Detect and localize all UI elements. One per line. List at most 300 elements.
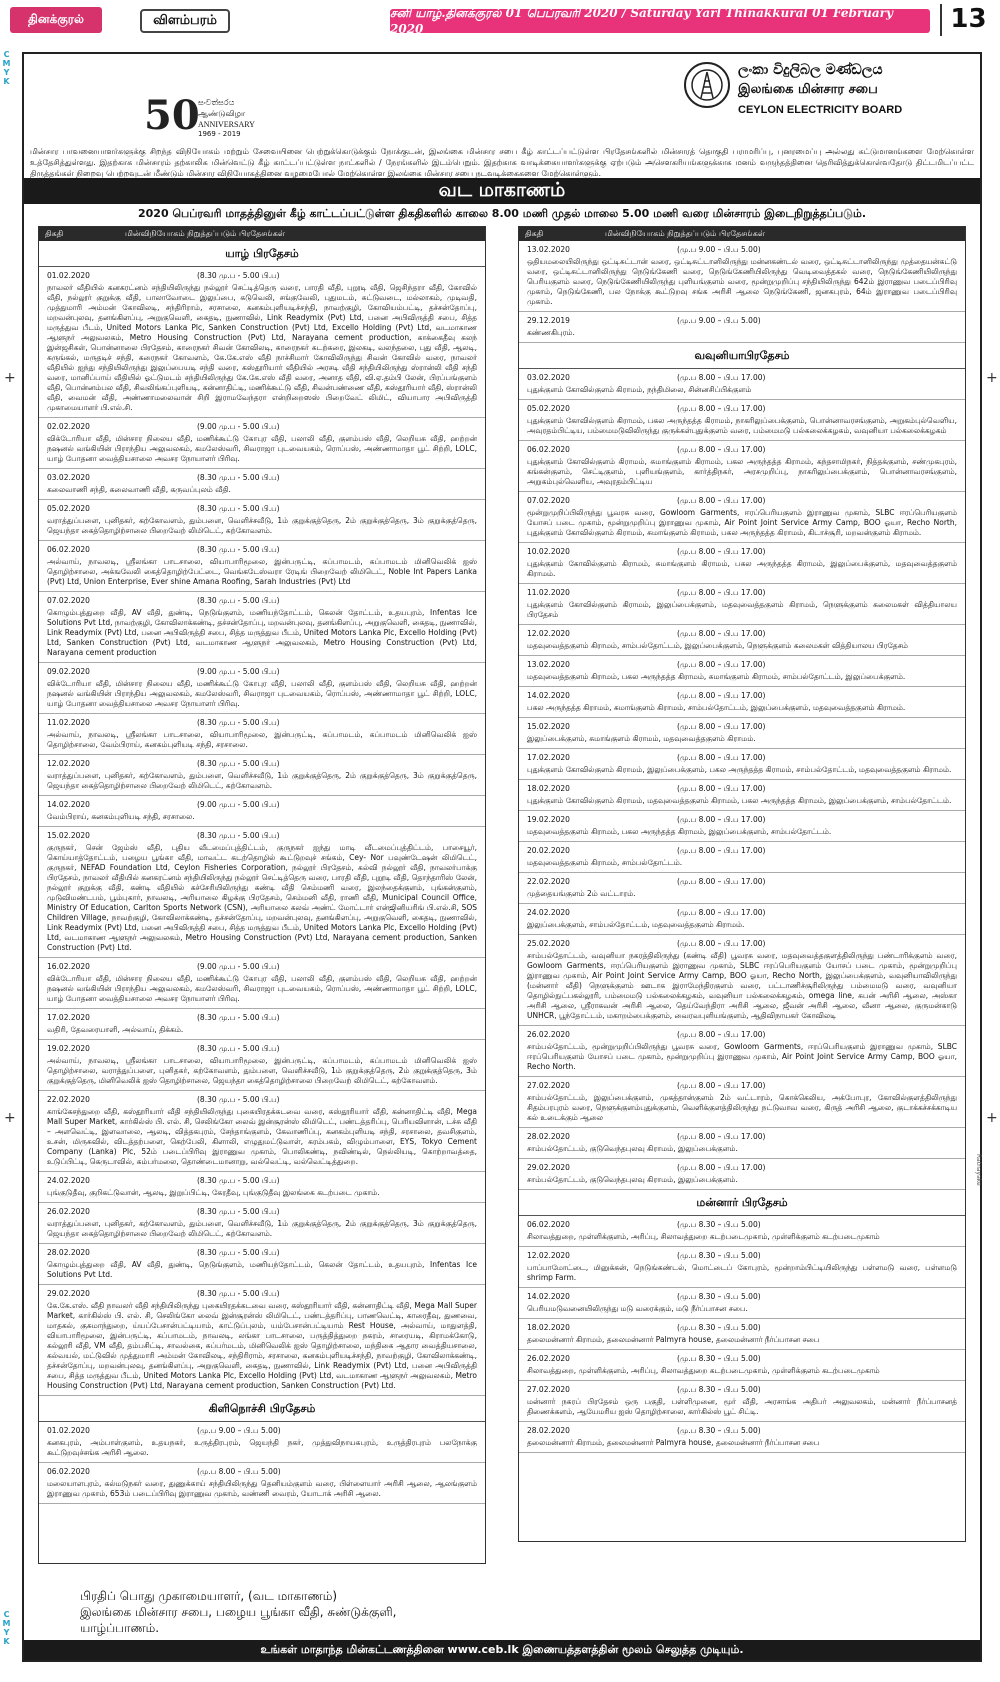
entry-header: [527, 1323, 957, 1333]
entry-header: [527, 722, 957, 732]
entry-time: (மு.ப 8.30 – பி.ப 5.00): [677, 1323, 761, 1332]
entry-areas: இலுப்பைக்குளம், சாம்பல்தோட்டம், மதவுவைத்தகுளம் கிராமம்.: [527, 920, 745, 929]
entry-time: (மு.ப 8.00 – பி.ப 17.00): [677, 1081, 766, 1090]
entry-header: [527, 1220, 957, 1230]
intro-paragraph: மின்சார பாவனையாளர்களுக்கு சிறந்த விநியோகம் மற்றும் சேவையினை பெற்றுக்கொடுக்கும் நோக்குடன், இலங்கை மின்சார சபை கீழ் காட்டப்பட்டுள்ள பிரதேசங்களில் மின்சாரத் தொகுதி பராமரிப்பு, புனரமைப்பு அல்லது கட்டுமானங்களை மேற்கொள்ள உத்தேசித்துள்ளது. இதற்காக மின்சாரம் தற்காலிக மின்வெட்டு கீழ் காட்டப்பட்டுள்ள நாட்களில் / நேரங்களில் இடம்பெறும். இதற்காக வாடிக்கையாளர்களுக்கு ஏற்படும் அசௌகரியங்களுக்காக மனம் வருந்தத்தினை தெரிவித்துக்கொள்வதோடு திட்டமிடப்பட்ட திருத்தங்கள் நிறைவு பெற்றவுடன் மீண்டும் மின்சார விநியோகத்தினை வழமைபோல் மேற்கொள்ள இலங்கை மின்சார சபை நடவடிக்கைகளை மேற்கொள்ளும்.: [30, 147, 974, 178]
cmyk-letter: Y: [3, 68, 10, 77]
entry-areas: பெரியமடுவனையிலிருந்து மடு வரைக்கும், மடு நீர்ப்பாசன சபை.: [527, 1304, 748, 1313]
entry-header: [47, 800, 477, 810]
entry-time: (8.30 மு.ப - 5.00 பி.ப): [197, 1248, 280, 1257]
schedule-entry: [39, 1091, 485, 1172]
entry-date: 19.02.2020: [527, 815, 570, 824]
entry-time: (மு.ப 8.00 – பி.ப 17.00): [677, 373, 766, 382]
entry-time: (9.00 மு.ப - 5.00 பி.ப): [197, 422, 280, 431]
entry-areas: தலைமன்னார் கிராமம், தலைமன்னார் Palmyra house, தலைமன்னார் நீர்ப்பாசன சபை: [527, 1335, 820, 1344]
entry-header: [527, 877, 957, 887]
schedule-entry: [39, 267, 485, 418]
entry-header: [47, 545, 477, 555]
entry-date: 15.02.2020: [47, 831, 90, 840]
address-line: யாழ்ப்பாணம்.: [80, 1621, 160, 1635]
ceb-name-tamil: இலங்கை மின்சார சபை: [738, 82, 878, 97]
schedule-entry: [39, 755, 485, 796]
entry-header: [527, 373, 957, 383]
entry-time: (9.00 மு.ப - 5.00 பி.ப): [197, 667, 280, 676]
schedule-entry: [519, 241, 965, 312]
entry-time: (மு.ப 8.00 – பி.ப 17.00): [677, 1030, 766, 1039]
entry-time: (8.30 மு.ப - 5.00 பி.ப): [197, 473, 280, 482]
crosshair-icon: +: [986, 1110, 998, 1126]
entry-time: (மு.ப 8.30 – பி.ப 5.00): [677, 1292, 761, 1301]
entry-areas: சாம்பல்தோட்டம், இலுப்பைக்குளம், முகத்தான்குளம் 2ம் வட்டாரம், கொக்கெலிய, அக்போபுர, கோவில்குளத்திலிருந்து சிதம்பரபுரம் வரை, நெளுக்குளம்புதுக்குளம், வெளிக்குளத்திலிருந்து நட்டுவாவ வரை, கிருத் அரிசி ஆலை, குடாக்கச்சக்காடிய கல் உடைக்கும் ஆலை: [527, 1093, 957, 1122]
schedule-entry: [519, 718, 965, 749]
entry-areas: வராத்துப்பளை, புனிதகர், கற்கோவளம், தும்பளை, வெளிச்சவீடு, 1ம் குறுக்குத்தெரு, 2ம் குறுக்குத்தெரு, 3ம் குறுக்குத்தெரு, ஜெயந்தா கைத்தொழிற்சாலை பிறைவேற் லிமிடெட், கற்கோவளம்.: [47, 771, 477, 790]
schedule-entry: [519, 687, 965, 718]
schedule-entry: [519, 842, 965, 873]
entry-header: [527, 1292, 957, 1302]
entry-header: [527, 1251, 957, 1261]
entry-areas: கண்ணகிபுரம்.: [527, 328, 575, 337]
schedule-entry: [519, 1026, 965, 1077]
date-header: திகதி: [45, 229, 64, 238]
entry-header: [527, 784, 957, 794]
cmyk-mark-bottom: [2, 1610, 11, 1646]
entry-date: 03.02.2020: [47, 473, 90, 482]
entry-areas: வதிரி, தேவரையாளி, அல்வாய், திக்கம்.: [47, 1025, 184, 1034]
entry-time: (மு.ப 8.00 – பி.ப 17.00): [677, 877, 766, 886]
entry-areas: மதவுவைத்தகுளம் கிராமம், பகல அருந்தத்த கிராமம், சுமாங்குளம் கிராமம், சாம்பல்தோட்டம், இலுப்பைக்குளம்.: [527, 672, 906, 681]
schedule-entry: [39, 1203, 485, 1244]
entry-areas: நாவலர் வீதியில் கனகரட்னம் சந்தியிலிருந்து நல்லூர் செட்டித்தெரு வரை, பாரதி வீதி, புறூடி வீதி, ஜெசிந்தரா வீதி, கோவில் வீதி, நல்லூர் குறுக்கு வீதி, பாலாவோடை இலுப்பை, கடுவெலி, சங்குவேலி, புதுமடம், சுட்டுவடை, மல்லாகம், முடிவதி, முத்துமாரி அம்மன் கோவிலடி, சந்திரிராம், சரசாலை, கனகம்புளியடிச்சந்தி, நாவற்குழி, கோவியம்பட்டி, தச்சன்தோப்பு, மறவன்புலவு, தனங்கிளப்பு, அறுகுவெளி, கைதடி, நுணாவில், Link Readymix (Pvt) Ltd, பனை அபிவிருத்தி சபை, சித்த மருத்துவ பீடம், United Motors Lanka Plc, Sanken Construction (Pvt) Ltd, Excello Holding (Pvt) Ltd, வடமாகாண ஆளுநர் அலுவலகம், Metro Housing Construction (Pvt) Ltd, Narayana cement production, காக்கைதீவு கலந் இன்ஜசிகள், பொன்னாலை பிரதேசம், காரைநகர் சிவன் கோவிலடி, காரைநகர் கடற்கரை, இலகடி, வலந்தலை, புது வீதி, ஆலடி, கருங்கல், மருதடிச் சந்தி, கரைநகர் கோவளம், கே.கே.எஸ் வீதி நாச்சிமார் கோவிலிருந்து சிவன் கோவில் வரை, நாவலர் வீதியில் ஐந்து சந்தியிலிருந்து இலுப்பையடி சந்தி வரை, கஸ்தூரியார் வீதியில் அரசடி வீதி சந்தியிலிருந்து ஸ்ரான்லி வீதி சந்தி வரை, மானிப்பாய் வீதியில் ஓட்டுமடம் சந்தியிலிருந்து கே.கே.எஸ் வீதி வரை, அனாத வீதி, வி.ஏ.தம்பி லேன், பிரப்பங்குளம் வீதி, பொன்னம்பல வீதி, சிவலிங்கப்புளியடி, கன்னாதிட்டி, மணிக்கூட்டு வீதி, சிவன்பண்ணை வீதி, கஸ்தூரியார் வீதி, ஸ்ரான்லி வீதி, வைமன் வீதி, அண்ணாமலைவான் சிறி இராமவேந்தரா என்றிறைஸஸ் பிறைவேட் லிமிட், வியாபார அபிவிருத்தி முகாமையாளர் பி.எல்.சி.: [47, 283, 478, 412]
ceb-advertisement: [22, 52, 982, 1662]
entry-areas: புதுக்குளம் கோவில்குளம் கிராமம், பகல அருந்தத்த கிராமம், நாகரிலுப்பைக்குளம், பொன்னாவரசங்குளம், அறுகம்புல்வெளிய, அவுரதம்பிட்டிய, பம்மைமடுவிலிருந்து குருக்கள்புதுக்குளம் வரை, பம்மைமடு பல்கலைக்கழகம், வவுனியா பல்கலைக்கழகம்: [527, 416, 957, 435]
entry-areas: விக்டோரியா வீதி, மின்சார நிலைய வீதி, மணிக்கூட்டு கோபுர வீதி, பலாலி வீதி, குளம்பஸ் வீதி, லெறியசு வீதி, ஹற்றன் நஷனல் வங்கியின் பிராந்திய அலுவலகம், கமலேஸ்வரி, சிவராஜா புடவையகம், ரொப்பஸ், அண்ணாமாதா பூட் சிற்றி, LOLC, யாழ் போதனா வைத்தியசாலை அவசர நோயாளர் பிரிவு.: [47, 434, 477, 463]
entry-date: 01.02.2020: [47, 271, 90, 280]
cmyk-letter: K: [3, 1637, 10, 1646]
schedule-entry: [519, 312, 965, 343]
entry-areas: சிலாவத்துறை, முள்ளிக்குளம், அரிப்பு, சிலாவத்துறை கடற்படைமுகாம், முள்ளிக்குளம் கடற்படைமுகாம்: [527, 1232, 880, 1241]
schedule-entry: [519, 1288, 965, 1319]
entry-date: 29.02.2020: [527, 1163, 570, 1172]
entry-date: 20.02.2020: [527, 846, 570, 855]
entry-header: [527, 245, 957, 255]
entry-header: [527, 815, 957, 825]
entry-header: [527, 908, 957, 918]
schedule-entry: [519, 441, 965, 492]
ceb-name-sinhala: ලංකා විදුලිබල මණ්ඩලය: [738, 62, 883, 78]
entry-areas: கனகபுரம், அம்பாள்குளம், உதயநகர், உருத்திரபுரம், ஜெயந்தி நகர், முத்துவிநாயகபுரம், உருத்திரபுரம் பலநோக்கு கூட்டுறவுச்சங்க அரிசி ஆலை.: [47, 1438, 477, 1457]
schedule-entry: [519, 749, 965, 780]
entry-time: (மு.ப 8.00 – பி.ப 17.00): [677, 660, 766, 669]
entry-time: (மு.ப 8.30 – பி.ப 5.00): [677, 1385, 761, 1394]
entry-header: [527, 445, 957, 455]
schedule-column-right: [518, 226, 966, 1542]
entry-areas: வராத்துப்பளை, புனிதகர், கற்கோவளம், தும்பளை, வெளிச்சவீடு, 1ம் குறுக்குத்தெரு, 2ம் குறுக்குத்தெரு, 3ம் குறுக்குத்தெரு, ஜெயந்தா கைத்தொழிற்சாலை பிறைவேற் லிமிடெட், கற்கோவளம்.: [47, 516, 477, 535]
cmyk-mark-top: [2, 50, 11, 86]
entry-time: (மு.ப 9.00 – பி.ப 5.00): [677, 316, 761, 325]
entry-header: [527, 547, 957, 557]
entry-header: [527, 660, 957, 670]
schedule-entry: [39, 1172, 485, 1203]
entry-areas: புதுக்குளம் கோவில்குளம் கிராமம், இலுப்பைக்குளம், மதவுவைத்தகுளம் கிராமம், நெளுக்குளம் கலைமகள் வித்தியாலய பிரதேசம்: [527, 600, 957, 619]
entry-header: [47, 504, 477, 514]
schedule-column-left: [38, 226, 486, 1564]
schedule-entry: [519, 1077, 965, 1128]
entry-areas: கலைவாணி சந்தி, கலைவாணி வீதி, கருவப்புலம் வீதி.: [47, 485, 231, 494]
entry-time: (மு.ப 8.30 – பி.ப 5.00): [677, 1220, 761, 1229]
entry-date: 27.02.2020: [527, 1385, 570, 1394]
entry-date: 28.02.2020: [47, 1248, 90, 1257]
entry-date: 05.02.2020: [527, 404, 570, 413]
cmyk-letter: C: [3, 1610, 10, 1619]
entry-header: [527, 316, 957, 326]
ceb-emblem-icon: [684, 62, 730, 108]
entry-time: (மு.ப 8.00 – பி.ப 17.00): [677, 404, 766, 413]
entry-date: 07.02.2020: [527, 496, 570, 505]
anniversary-logo: [144, 94, 294, 144]
entry-areas: சாம்பல்தோட்டம், குடுவெந்தபுலவு கிராமம், இலுப்பைக்குளம்.: [527, 1144, 738, 1153]
dateline: சனி யாழ்.தினக்குரல் 01 பெப்ரவரி 2020 / Saturday Yarl Thinakkural 01 February 2020: [390, 9, 930, 33]
entry-areas: அல்வாய், நாவலடி, ஸ்ரீலங்கா பாடசாலை, வியாபாரிமூலை, இன்பருட்டி, கப்பாமடம், கப்பாமடம் மினிவெலிக் ஐஸ் தொழிற்சாலை, வராத்துப்பளை, புனிதகர், கற்கோவளம், தும்பளை, வெளிச்சவீடு, 1ம் குறுக்குத்தெரு, 2ம் குறுக்குத்தெரு, 3ம் குறுக்குத்தெரு, மினிவெலிக் ஐஸ் தொழிற்சாலை, ஜெயந்தா கைத்தொழிற்சாலை பிறைவேற் லிமிடெட், கற்கோவளம்.: [47, 1056, 477, 1085]
entry-date: 24.02.2020: [527, 908, 570, 917]
entry-time: (8.30 மு.ப - 5.00 பி.ப): [197, 545, 280, 554]
entry-date: 22.02.2020: [47, 1095, 90, 1104]
entry-header: [47, 1207, 477, 1217]
entry-header: [47, 473, 477, 483]
entry-time: (மு.ப 8.00 – பி.ப 17.00): [677, 846, 766, 855]
entry-time: (மு.ப 8.00 – பி.ப 17.00): [677, 753, 766, 762]
entry-time: (மு.ப 8.00 – பி.ப 17.00): [677, 691, 766, 700]
entry-header: [527, 1426, 957, 1436]
entry-time: (மு.ப 9.00 – பி.ப 5.00): [197, 1426, 281, 1435]
entry-areas: காங்கேசந்துறை வீதி, கஸ்தூரியார் வீதி சந்தியிலிருந்து புகையிரதக்கடவை வரை, கஸ்தூரியார் வீதி, கன்னாதிட்டி வீதி, Mega Mall Super Market, கார்கில்ஸ் பி. எல். சி, செலிங்கோ லைவ் இன்சூரன்ஸ் லிமிடெட், பண்டத்தரிப்பு, பெரியவிளான், டச்சு வீதி – அளவெட்டி, இளவாலை, ஆலடி, வித்தகபுரம், சேந்தாங்குளம், கேவாணிப்பு, கனகம்புளியடி சந்தி, சரசாலை, தவசிகுளம், உசன், மிருசுவில், விடத்தற்பளை, கெற்பேலி, கிளாலி, எழுதுமட்டுவாள், கரம்பகம், விழும்பாளை, EYS, Tokyo Cement Company (Lanka) Plc, 52ம் படைப்பிரிவு இராணுவ முகாம், பொலிகண்டி, நவிண்டில், நெல்லியடி, கொற்றாவத்தை, உடுப்பிட்டி, கெருடாவில், கம்பர்மலை, தொண்டைமானாறு, வல்வெட்டி, வல்வெட்டித்துறை.: [47, 1107, 477, 1166]
entry-time: (மு.ப 8.30 – பி.ப 5.00): [677, 1251, 761, 1260]
schedule-entry: [39, 796, 485, 827]
entry-date: 09.02.2020: [47, 667, 90, 676]
ceb-name-english: CEYLON ELECTRICITY BOARD: [738, 104, 903, 116]
page-number: 13: [940, 4, 995, 36]
entry-header: [527, 1385, 957, 1395]
entry-areas: அல்வாய், நாவலடி, ஸ்ரீலங்கா பாடசாலை, வியாபாரிமூலை, இன்பருட்டி, கப்பாமடம், கப்பாமடம் மினிவெலிக் ஐஸ் தொழிற்சாலை, வேம்பிராய், கனகம்புளியடி சந்தி, சரசாலை.: [47, 730, 477, 749]
entry-time: (மு.ப 8.30 – பி.ப 5.00): [677, 1426, 761, 1435]
entry-date: 27.02.2020: [527, 1081, 570, 1090]
entry-date: 12.02.2020: [527, 629, 570, 638]
entry-header: [47, 1426, 477, 1436]
entry-time: (மு.ப 8.30 – பி.ப 5.00): [677, 1354, 761, 1363]
entry-header: [527, 1030, 957, 1040]
contact-address: [80, 1588, 397, 1636]
entry-header: [47, 271, 477, 281]
entry-header: [527, 1354, 957, 1364]
entry-time: (8.30 மு.ப - 5.00 பி.ப): [197, 271, 280, 280]
entry-areas: குருநகர், சென் ஜேம்ஸ் வீதி, புதிய வீடமைப்புத்திட்டம், குருநகர் ஐந்து மாடி வீடமைப்புத்திட்டம், பாசையூர், கொய்யாத்தோட்டம், பழைய பூங்கா வீதி, மாவட்ட கடற்தொழில் கூட்டுறவுச் சங்கம், Cey- Nor பவுண்டேஷன் லிமிடெட், குருநகர், NEFAD Foundation Ltd, Ceylon Fisheries Corporation, நல்லூர் பிரதேசம், கல்வி நல்லூர் வீதி, நாவலர்பாக்கு பிரதேசம், நாவலர் வீதியில் கனகரட்னம் சந்தியிலிருந்து நல்லூர் செட்டித்தெரு வரை, பாரதி வீதி, புறூடி வீதி, தொந்தாரிஸ் லேன், நல்லூர் குறுக்கு வீதி, கண்டி வீதியில் கச்சேரியிலிருந்து கண்டி வீதி செம்மணி வரை, இலந்தைக்குளம், புங்கன்குளம், முடுவிமண்டபம், பூம்புகார், நாவலடி, அரியாலை கிழக்கு பிரதேசம், செம்மனி வீதி, ராணி வீதி, Municipal Council Office, Ministry Of Education, Carlton Sports Network (CSN), அரியாலை கலவ் அண்ட் மோட்டார் என்ஜினியரிங் பி.எல்.சி, SOS Children Village, நாவற்குழி, கோவிலாக்கண்டி, தச்சன்தோப்பு, மறவன்புலவு, தனங்கிளப்பு, அறுகுவெளி, கைதடி, நுணாவில், Link Readymix (Pvt) Ltd, பனை அபிவிருத்தி சபை, சித்த மருத்துவ பீடம், United Motors Lanka Plc, Excello Holding (Pvt) Ltd, வடமாகாண ஆளுநர் அலுவலகம், Metro Housing Construction (Pvt) Ltd, Narayana cement production, Sanken Construction (Pvt) Ltd.: [47, 843, 477, 952]
side-tag: Ratnayake: [975, 1154, 982, 1186]
entry-time: (மு.ப 8.00 – பி.ப 17.00): [677, 939, 766, 948]
entry-time: (8.30 மு.ப - 5.00 பி.ப): [197, 1207, 280, 1216]
entry-header: [47, 1095, 477, 1105]
entry-date: 18.02.2020: [527, 1323, 570, 1332]
entry-header: [47, 596, 477, 606]
entry-areas: புதுக்குளம் கோவில்குளம் கிராமம், மதவுவைத்தகுளம் கிராமம், பகல அருந்தத்த கிராமம், இலுப்பைக்குளம், சாம்பல்தோட்டம்.: [527, 796, 952, 805]
schedule-entry: [39, 1422, 485, 1463]
entry-date: 29.12.2019: [527, 316, 570, 325]
areas-header: மின்விநியோகம் நிறுத்தப்படும் பிரதேசங்கள்: [605, 229, 766, 238]
schedule-entry: [519, 1247, 965, 1288]
entry-date: 03.02.2020: [527, 373, 570, 382]
crosshair-icon: +: [986, 370, 998, 386]
entry-areas: பகல அருந்தத்த கிராமம், சுமாங்குளம் கிராமம், சாம்பல்தோட்டம், இலுப்பைக்குளம், மதவுவைத்தகுளம் கிராமம்.: [527, 703, 906, 712]
region-heading: கிளிநொச்சி பிரதேசம்: [39, 1398, 485, 1422]
schedule-entry: [39, 592, 485, 663]
entry-areas: அல்வாய், நாவலடி, ஸ்ரீலங்கா பாடசாலை, வியாபாரிமூலை, இன்பருட்டி, கப்பாமடம், கப்பாமடம் மினிவெலிக் ஐஸ் தொழிற்சாலை, அக்ஙவேலி கைத்தொழிற்பேட்டை, வெங்கடேஸ்வரா ரேடிங் பிறைவேற் லிமிடெட், Noble Int Papers Lanka (Pvt) Ltd, Union Enterprise, Ever shine Amana Roofing, Sarah Industries (Pvt) Ltd: [47, 557, 477, 586]
schedule-entry: [519, 811, 965, 842]
entry-header: [527, 404, 957, 414]
entry-date: 12.02.2020: [47, 759, 90, 768]
schedule-entry: [39, 714, 485, 755]
schedule-entry: [519, 1159, 965, 1190]
anniversary-line: සංවත්සරය: [198, 98, 235, 107]
entry-areas: சாம்பல்தோட்டம், குடுவெந்தபுலவு கிராமம், இலுப்பைக்குளம்.: [527, 1175, 738, 1184]
entry-time: (8.30 மு.ப - 5.00 பி.ப): [197, 759, 280, 768]
entry-date: 14.02.2020: [527, 691, 570, 700]
entry-date: 06.02.2020: [527, 1220, 570, 1229]
entry-time: (8.30 மு.ப - 5.00 பி.ப): [197, 831, 280, 840]
entry-header: [47, 667, 477, 677]
cmyk-letter: M: [2, 59, 11, 68]
entry-time: (மு.ப 8.00 – பி.ப 17.00): [677, 588, 766, 597]
entry-date: 13.02.2020: [527, 245, 570, 254]
schedule-entry: [39, 469, 485, 500]
entry-time: (மு.ப 8.00 – பி.ப 17.00): [677, 445, 766, 454]
schedule-entry: [519, 625, 965, 656]
schedule-entry: [519, 780, 965, 811]
entry-date: 07.02.2020: [47, 596, 90, 605]
schedule-entry: [39, 500, 485, 541]
cmyk-letter: M: [2, 1619, 11, 1628]
newspaper-logo: தினக்குரல்: [10, 7, 102, 33]
entry-time: (மு.ப 8.00 – பி.ப 17.00): [677, 629, 766, 638]
entry-date: 28.02.2020: [527, 1426, 570, 1435]
region-heading: மன்னார் பிரதேசம்: [519, 1192, 965, 1216]
entry-areas: புதுக்குளம் கோவில்குளம் கிராமம், நந்திமிலை, சின்னசிப்பிக்குளம்: [527, 385, 752, 394]
entry-date: 25.02.2020: [527, 939, 570, 948]
column-header: [39, 227, 485, 241]
entry-time: (8.30 மு.ப - 5.00 பி.ப): [197, 1044, 280, 1053]
crosshair-icon: +: [4, 1110, 16, 1126]
entry-header: [47, 422, 477, 432]
entry-header: [47, 1013, 477, 1023]
ceb-header: [684, 60, 974, 126]
entry-header: [47, 759, 477, 769]
entry-date: 17.02.2020: [527, 753, 570, 762]
areas-header: மின்விநியோகம் நிறுத்தப்படும் பிரதேசங்கள்: [125, 229, 286, 238]
entry-time: (8.30 மு.ப - 5.00 பி.ப): [197, 1095, 280, 1104]
entry-header: [527, 753, 957, 763]
entry-areas: விக்டோரியா வீதி, மின்சார நிலைய வீதி, மணிக்கூட்டு கோபுர வீதி, பலாலி வீதி, குளம்பஸ் வீதி, லெறியசு வீதி, ஹற்றன் நஷனல் வங்கியின் பிராந்திய அலுவலகம், கமலேஸ்வரி, சிவராஜா புடவையகம், ரொப்பஸ், அண்ணாமாதா பூட் சிற்றி, LOLC, யாழ் போதனா வைத்தியசாலை அவசர நோயாளர் பிரிவு.: [47, 974, 477, 1003]
schedule-entry: [519, 1128, 965, 1159]
entry-time: (மு.ப 8.00 – பி.ப 17.00): [677, 547, 766, 556]
entry-areas: மதவுவைத்தகுளம் கிராமம், சாம்பல்தோட்டம்.: [527, 858, 683, 867]
entry-date: 02.02.2020: [47, 422, 90, 431]
anniversary-line: ஆண்டுவிழா: [198, 109, 246, 118]
entry-areas: சாம்பல்தோட்டம், மூன்றுமுறிப்பிலிருந்து பூவரசு வரை, Gowloom Garments, ஈரப்பெரியகுளம் இராணுவ முகாம், SLBC ஈரப்பெரியகுளம் யோசப் படை முகாம், மூன்றுமுறிப்பு இராணுவ முகாம், Air Point Joint Service Army Camp, BOO ஓயா, Recho North.: [527, 1042, 957, 1071]
schedule-entry: [39, 541, 485, 592]
entry-header: [527, 846, 957, 856]
entry-header: [47, 718, 477, 728]
masthead: [0, 0, 1000, 40]
entry-time: (மு.ப 8.00 – பி.ப 17.00): [677, 1132, 766, 1141]
entry-areas: பாப்பாமோட்டை, மினுக்கன், நெடுங்கண்டல், மொட்டைப் கோபுரம், மூன்றாம்பிட்டியிலிருந்து பள்ளமடு வரை, பள்ளமடு shrimp Farm.: [527, 1263, 957, 1282]
region-heading: வவுனியாபிரதேசம்: [519, 345, 965, 369]
entry-areas: வேம்பிராய், கனகம்புளியடி சந்தி, சரசாலை.: [47, 812, 195, 821]
entry-time: (8.30 மு.ப - 5.00 பி.ப): [197, 596, 280, 605]
entry-time: (8.30 மு.ப - 5.00 பி.ப): [197, 1289, 280, 1298]
entry-header: [527, 588, 957, 598]
entry-date: 26.02.2020: [527, 1030, 570, 1039]
entry-time: (மு.ப 8.00 – பி.ப 17.00): [677, 908, 766, 917]
entry-date: 14.02.2020: [47, 800, 90, 809]
entry-areas: மதவுவைத்தகுளம் கிராமம், சாம்பல்தோட்டம், இலுப்பைக்குளம், நெளுக்குளம் கலைமகள் வித்தியாலய பிரதேசம்: [527, 641, 908, 650]
cmyk-letter: C: [3, 50, 10, 59]
date-header: திகதி: [525, 229, 544, 238]
entry-areas: மூன்றுமுறிப்பிலிருந்து பூவரசு வரை, Gowloom Garments, ஈரப்பெரியகுளம் இராணுவ முகாம், SLBC ஈரப்பெரியகுளம் யோசப் படை முகாம், மூன்றுமுறிப்பு இராணுவ முகாம், Air Point Joint Service Army Camp, BOO ஓயா, Recho North, புதுக்குளம் கோவில்குளம் கிராமம், சுமாங்குளம் கிராமம், பகல அருந்தத்த கிராமம், கிடாச்சூரி, மறவன்குளம் கிராமம்.: [527, 508, 957, 537]
entry-time: (மு.ப 8.00 – பி.ப 17.00): [677, 496, 766, 505]
schedule-entry: [519, 1216, 965, 1247]
entry-date: 06.02.2020: [47, 545, 90, 554]
schedule-entry: [39, 1244, 485, 1285]
entry-date: 06.02.2020: [527, 445, 570, 454]
entry-date: 29.02.2020: [47, 1289, 90, 1298]
entry-header: [47, 1467, 477, 1477]
cmyk-letter: K: [3, 77, 10, 86]
schedule-entry: [519, 543, 965, 584]
schedule-entry: [519, 492, 965, 543]
cmyk-letter: Y: [3, 1628, 10, 1637]
entry-date: 17.02.2020: [47, 1013, 90, 1022]
entry-date: 24.02.2020: [47, 1176, 90, 1185]
entry-areas: சிலாவத்துறை, முள்ளிக்குளம், அரிப்பு, சிலாவத்துறை கடற்படைமுகாம், முள்ளிக்குளம் கடற்படைமுகாம்: [527, 1366, 880, 1375]
entry-date: 06.02.2020: [47, 1467, 90, 1476]
entry-header: [47, 831, 477, 841]
entry-header: [47, 1044, 477, 1054]
entry-time: (மு.ப 8.00 – பி.ப 17.00): [677, 784, 766, 793]
schedule-entry: [39, 1040, 485, 1091]
anniversary-line: 1969 - 2019: [198, 130, 241, 138]
entry-header: [527, 629, 957, 639]
schedule-entry: [519, 584, 965, 625]
entry-areas: கே.கே.எஸ். வீதி நாவலர் வீதி சந்தியிலிருந்து புகையிரதக்கடவை வரை, கஸ்தூரியார் வீதி, கன்னாதிட்டி வீதி, Mega Mall Super Market, கார்கில்ஸ் பி. எல். சி, செலிங்கோ லைவ் இன்சூரன்ஸ் லிமிடெட், பண்டத்தரிப்பு, பாணவெட்டி, காரைதீவு, துணவை, மாதகல், குசுமாந்துறை, ய்யப்பேசான்பட்டியாம், காட்டுப்புலம், யம்பேசான்பட்டியாம் Rest House, அல்வாய், மாதுளத்தி, வியாபாரிமூலை, இன்பருட்டி, கப்பாமடம், நாவலடி, லங்கா பாடசாலை, பருத்தித்துறை நகரம், சாரையடி, கிராமக்கோடு, கல்லூரி வீதி, VM வீதி, தம்பசிட்டி, சாவல்கை, சுப்பர்மடம், மினிவெலிக் ஐஸ் தொழிற்சாலை, மந்திகை ஆதார வைத்தியசாலை, கல்வயல், மட்டுவில் முத்துமாரி அம்மன் கோவிலடி, சந்திரிராம், சரசாலை, கனகம்புளியடிச்சந்தி, நாவற்குழி, கோவிலாக்கண்டி, தச்சன்தோப்பு, மறவன்புலவு, தனங்கிளப்பு, அறுகுவெளி, கைதடி, நுணாவில், Link Readymix (Pvt) Ltd, பனை அபிவிருத்தி சபை, சித்த மருத்துவ பீடம், United Motors Lanka Plc, Excello Holding (Pvt) Ltd, வடமாகாண ஆளுநர் அலுவலகம், Metro Housing Construction (Pvt) Ltd, Narayana cement production, Sanken Construction (Pvt) Ltd.: [47, 1301, 477, 1390]
address-line: இலங்கை மின்சார சபை, பழைய பூங்கா வீதி, சுண்டுக்குளி,: [80, 1605, 397, 1619]
schedule-entry: [519, 1381, 965, 1422]
entry-header: [527, 1132, 957, 1142]
entry-areas: தலைமன்னார் கிராமம், தலைமன்னார் Palmyra house, தலைமன்னார் நீர்ப்பாசன சபை: [527, 1438, 820, 1447]
column-header: [519, 227, 965, 241]
entry-areas: கொழும்புத்துறை வீதி, AV வீதி, துண்டி, நெடுங்குளம், மணியந்தோட்டம், கெலன் தோட்டம், உதயபுரம், Infentas Ice Solutions Pvt Ltd, நாவற்குழி, கோவிலாக்கண்டி, தச்சன்தோப்பு, மறவன்புலவு, தனங்கிளப்பு, அறுகுவெளி, கைதடி, நுணாவில், Link Readymix (Pvt) Ltd, பனை அபிவிருத்தி சபை, சித்த மருத்துவ பீடம், United Motors Lanka Plc, Excello Holding (Pvt) Ltd, Sanken Construction (Pvt) Ltd, வடமாகாண ஆளுநர் அலுவலகம், Metro Housing Construction (Pvt) Ltd, Narayana cement production: [47, 608, 477, 657]
region-heading: யாழ் பிரதேசம்: [39, 243, 485, 267]
entry-areas: மன்னார் நகரப் பிரதேசம் ஒரு பகுதி, பள்ளிமுனை, மூர் வீதி, அரசாங்க அதிபர் அலுவலகம், மன்னார் நீர்ப்பாசனத் திணைக்களம், ஆயேமரிய ஐஸ் தொழிற்சாலை, கார்கில்ஸ் பூட் சிட்டி.: [527, 1397, 957, 1416]
entry-areas: கொழும்புத்துறை வீதி, AV வீதி, துண்டி, நெடுங்குளம், மணியந்தோட்டம், கெலன் தோட்டம், உதயபுரம், Infentas Ice Solutions Pvt Ltd.: [47, 1260, 477, 1279]
entry-time: (மு.ப 8.00 – பி.ப 5.00): [197, 1467, 281, 1476]
entry-header: [527, 496, 957, 506]
schedule-entry: [519, 904, 965, 935]
entry-date: 28.02.2020: [527, 1132, 570, 1141]
entry-time: (மு.ப 8.00 – பி.ப 17.00): [677, 815, 766, 824]
entry-areas: வராத்துப்பளை, புனிதகர், கற்கோவளம், தும்பளை, வெளிச்சவீடு, 1ம் குறுக்குத்தெரு, 2ம் குறுக்குத்தெரு, 3ம் குறுக்குத்தெரு, ஜெயந்தா கைத்தொழிற்சாலை பிறைவேற் லிமிடெட், கற்கோவளம்.: [47, 1219, 477, 1238]
entry-time: (8.30 மு.ப - 5.00 பி.ப): [197, 1176, 280, 1185]
entry-date: 18.02.2020: [527, 784, 570, 793]
entry-time: (8.30 மு.ப - 5.00 பி.ப): [197, 1013, 280, 1022]
entry-date: 05.02.2020: [47, 504, 90, 513]
schedule-entry: [519, 369, 965, 400]
entry-areas: சாம்பல்தோட்டம், வவுனியா நகரத்திலிருந்து (கண்டி வீதி) பூவரசு வரை, மதவுவைத்தகுளத்திலிருந்து பண்டாரிக்குளம் வரை, Gowloom Garments, ஈரப்பெரியகுளம் இராணுவ முகாம், SLBC ஈரப்பெரியகுளம் யோசப் படை முகாம், மூன்றுமுறிப்பு இராணுவ முகாம், Air Point Joint Service Army Camp, BOO ஓயா, Recho North, இலுப்பைக்குளம், வவுனியாவிலிருந்து (மன்னார் வீதி) நெளுக்குளம் ஊடாக இராமேந்திரகுளம் வரை, பட்டாணிச்சூரிலிருந்து பம்மைமடு வரை, வவுனியா தொழில்நுட்பகல்லூரி, பம்மைமடு பல்கலைக்கழகம், வவுனியா பல்கலைக்கழகம், omega line, சுபன் அரிசி ஆலை, அஸ்கா அரிசி ஆலை, ஸ்ரீராகவன் அரிசி ஆலை, தெய்வேந்திரா அரிசி ஆலை, ஜீவன் அரிசி ஆலை, வீனா ஆலை, குருமன்காடு UNHCR, பூந்தோட்டம், மகாறம்பைக்குளம், வைரவபுளியங்குளம், ஆதிவிநாயகர் கோவிலடி: [527, 951, 957, 1020]
entry-date: 11.02.2020: [527, 588, 570, 597]
entry-header: [527, 691, 957, 701]
entry-date: 26.02.2020: [527, 1354, 570, 1363]
entry-header: [47, 1176, 477, 1186]
entry-time: (8.30 மு.ப - 5.00 பி.ப): [197, 718, 280, 727]
schedule-entry: [39, 1009, 485, 1040]
entry-areas: புங்குடுதீவு, குறிகட்டுவான், ஆலடி, இறுப்பிட்டி, கேரதீவு, புங்குடுதீவு இலங்கை கடற்படை முகாம்.: [47, 1188, 380, 1197]
entry-date: 12.02.2020: [527, 1251, 570, 1260]
schedule-entry: [39, 1285, 485, 1396]
schedule-entry: [519, 1350, 965, 1381]
entry-time: (மு.ப 8.00 – பி.ப 17.00): [677, 1163, 766, 1172]
entry-date: 16.02.2020: [47, 962, 90, 971]
schedule-entry: [39, 958, 485, 1009]
entry-areas: மதவுவைத்தகுளம் கிராமம், பகல அருந்தத்த கிராமம், இலுப்பைக்குளம், சாம்பல்தோட்டம்.: [527, 827, 832, 836]
entry-date: 11.02.2020: [47, 718, 90, 727]
entry-areas: ஒதியமலையிலிருந்து ஒட்டிசுட்டான் வரை, ஒட்டிசுட்டானிலிருந்து மன்னகண்டல் வரை, ஒட்டிசுட்டானிலிருந்து முத்தையன்கட்டு வரை, ஒட்டிசுட்டானிலிருந்து நெடுங்கேணி வரை, நெடுங்கேணியிலிருந்து வெடிவைத்தகல் வரை, நெடுங்கேணியிலிருந்து பெரியகுளம் வரை, நெடுங்கேணியிலிருந்து புளியங்குளம் வரை, மூன்றுமுறிப்பு சந்தியிலிருந்து 642ம் இராணுவ படைப்பிரிவு முகாம், நெடுங்கேணி, பல நோக்கு கூட்டுறவு சங்க அரிசி ஆலை நெடுங்கேணி, ஜனகபுரம், 64ம் இராணுவ படைப்பிரிவு முகாம்.: [527, 257, 957, 306]
entry-areas: விக்டோரியா வீதி, மின்சார நிலைய வீதி, மணிக்கூட்டு கோபுர வீதி, பலாலி வீதி, குளம்பஸ் வீதி, லெறியசு வீதி, ஹற்றன் நஷனல் வங்கியின் பிராந்திய அலுவலகம், கமலேஸ்வரி, சிவராஜா புடவையகம், ரொப்பஸ், அண்ணாமாதா பூட் சிற்றி, LOLC, யாழ் போதனா வைத்தியசாலை அவசர நோயாளர் பிரிவு.: [47, 679, 477, 708]
province-title: வட மாகாணம்: [24, 178, 980, 204]
anniversary-number: 50: [144, 92, 200, 139]
schedule-entry: [519, 1422, 965, 1453]
schedule-subtitle: 2020 பெப்ரவரி மாதத்தினுள் கீழ் காட்டப்பட்டுள்ள திகதிகளில் காலை 8.00 மணி முதல் மாலை 5.00 மணி வரை மின்சாரம் இடைநிறுத்தப்படும்.: [138, 207, 866, 220]
anniversary-line: ANNIVERSARY: [198, 120, 255, 129]
schedule-entry: [519, 935, 965, 1026]
entry-date: 10.02.2020: [527, 547, 570, 556]
crosshair-icon: +: [4, 370, 16, 386]
entry-date: 14.02.2020: [527, 1292, 570, 1301]
entry-date: 26.02.2020: [47, 1207, 90, 1216]
entry-areas: புதுக்குளம் கோவில்குளம் கிராமம், சுமாங்குளம் கிராமம், பகல அருந்தத்த கிராமம், கந்தசாமிநகர், நித்தக்குளம், சண்முகபுரம், கங்கன்குளம், செட்டிகுளம், புளியங்குளம், கார்த்திநகர், அரசமுறிப்பு, நாகரிலுப்பைக்குளம், பொன்னாவரசங்குளம், அறுகம்புல்வெளிய, அவுரதம்பிட்டிய: [527, 457, 957, 486]
entry-areas: புதுக்குளம் கோவில்குளம் கிராமம், இலுப்பைக்குளம், பகல அருந்தத்த கிராமம், சாம்பல்தோட்டம், மதவுவைத்தகுளம் கிராமம்.: [527, 765, 952, 774]
entry-header: [527, 1163, 957, 1173]
entry-areas: புதுக்குளம் கோவில்குளம் கிராமம், சுமாங்குளம் கிராமம், பகல அருந்தத்த கிராமம், இலுப்பைக்குளம், மதவுவைத்தகுளம் கிராமம்.: [527, 559, 957, 578]
schedule-entry: [39, 418, 485, 469]
entry-time: (9.00 மு.ப - 5.00 பி.ப): [197, 962, 280, 971]
entry-time: (மு.ப 9.00 – பி.ப 5.00): [677, 245, 761, 254]
entry-date: 19.02.2020: [47, 1044, 90, 1053]
schedule-entry: [519, 400, 965, 441]
entry-areas: மலையாளபுரம், கல்மடுநகர் வரை, துணுக்காய் சந்தியிலிருந்து தெனியம்குளம் வரை, பிள்ளையார் அரிசி ஆலை, ஆலங்குளம் இராணுவ முகாம், 653ம் படைப்பிரிவு இராணுவ முகாம், வண்ணி வைரம், யோடாக் அரிசி ஆலை.: [47, 1479, 477, 1498]
entry-time: (9.00 மு.ப - 5.00 பி.ப): [197, 800, 280, 809]
entry-header: [47, 962, 477, 972]
schedule-entry: [39, 1463, 485, 1504]
schedule-entry: [519, 656, 965, 687]
entry-header: [47, 1289, 477, 1299]
schedule-entry: [39, 827, 485, 958]
payment-banner: உங்கள் மாதாந்த மின்கட்டணத்தினை www.ceb.lk இணையத்தளத்தின் மூலம் செலுத்த முடியும்.: [24, 1640, 980, 1660]
schedule-entry: [519, 873, 965, 904]
entry-header: [47, 1248, 477, 1258]
entry-header: [527, 939, 957, 949]
entry-date: 01.02.2020: [47, 1426, 90, 1435]
entry-areas: இலுப்பைக்குளம், சுமாங்குளம் கிராமம், மதவுவைத்தகுளம் கிராமம்.: [527, 734, 756, 743]
entry-header: [527, 1081, 957, 1091]
schedule-entry: [519, 1319, 965, 1350]
schedule-entry: [39, 663, 485, 714]
entry-date: 15.02.2020: [527, 722, 570, 731]
